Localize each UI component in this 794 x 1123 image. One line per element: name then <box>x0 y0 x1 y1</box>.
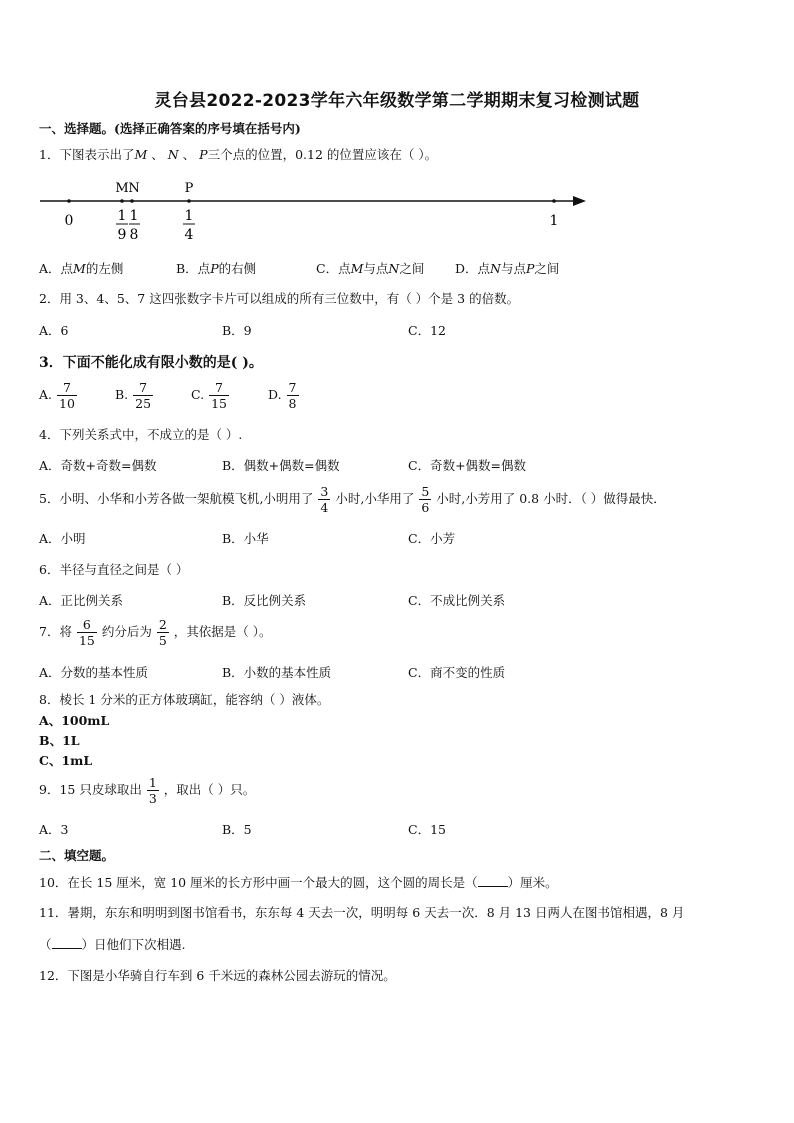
q7-option-a[interactable]: A．分数的基本性质 <box>39 665 149 680</box>
arrow-head-icon <box>573 196 586 206</box>
q1-var-p: P <box>199 147 208 162</box>
fraction <box>209 380 229 411</box>
frac-1-8-num: 1 <box>129 208 139 224</box>
q3-option-c[interactable] <box>191 380 230 411</box>
q5-option-c[interactable]: C．小芳 <box>408 531 456 546</box>
frac-num: 2 <box>158 617 167 632</box>
question-6: 6．半径与直径之间是（ ） <box>39 562 189 577</box>
fraction <box>419 484 431 515</box>
q5-text-pre: 5．小明、小华和小芳各做一架航模飞机,小明用了 <box>39 491 314 506</box>
label-zero: 0 <box>64 213 74 229</box>
q10-text-pre: 10．在长 15 厘米，宽 10 厘米的长方形中画一个最大的圆，这个圆的周长是（ <box>39 875 478 890</box>
fraction <box>318 484 330 515</box>
q1-var-n: N <box>167 147 179 162</box>
option-text: 的左侧 <box>85 261 124 276</box>
q1-var-m: M <box>134 147 148 162</box>
q6-option-c[interactable]: C．不成比例关系 <box>408 593 506 608</box>
q9-option-c[interactable]: C．15 <box>408 822 446 837</box>
fraction <box>287 380 299 411</box>
q1-text-pre: 1．下图表示出了 <box>39 147 135 162</box>
question-11-line1: 11．暑期，东东和明明到图书馆看书，东东每 4 天去一次，明明每 6 天去一次．8 月 13 日两人在图书馆相遇，8 月 <box>39 905 685 920</box>
number-line-figure <box>30 172 600 250</box>
frac-den: 15 <box>78 633 95 648</box>
frac-num: 7 <box>288 380 297 395</box>
option-text: B．点 <box>176 261 211 276</box>
q8-option-a[interactable]: A、100mL <box>39 713 110 728</box>
fraction <box>147 775 159 806</box>
q4-option-a[interactable]: A．奇数+奇数=偶数 <box>39 458 157 473</box>
frac-1-8-den: 8 <box>129 227 139 243</box>
frac-den: 6 <box>421 500 430 515</box>
q7-text-pre: 7．将 <box>39 624 72 639</box>
fraction <box>157 617 169 648</box>
q1-option-c[interactable] <box>316 261 424 277</box>
option-text: 与点 <box>363 261 389 276</box>
section-heading-fill: 二、填空题。 <box>39 848 115 863</box>
frac-den: 4 <box>320 500 329 515</box>
frac-den: 10 <box>59 396 75 411</box>
fraction <box>77 617 97 648</box>
question-2: 2．用 3、4、5、7 这四张数字卡片可以组成的所有三位数中，有（ ）个是 3 的倍数。 <box>39 291 520 306</box>
question-3: 3．下面不能化成有限小数的是( )。 <box>39 355 263 371</box>
option-label: C. <box>191 387 205 402</box>
q9-option-b[interactable]: B．5 <box>222 822 252 837</box>
q6-option-a[interactable]: A．正比例关系 <box>39 593 124 608</box>
frac-num: 6 <box>77 617 97 633</box>
question-8: 8．棱长 1 分米的正方体玻璃缸，能容纳（ ）液体。 <box>39 692 330 707</box>
q6-option-b[interactable]: B．反比例关系 <box>222 593 307 608</box>
q7-option-c[interactable]: C．商不变的性质 <box>408 665 506 680</box>
frac-1-9-den: 9 <box>117 227 127 243</box>
option-label: D. <box>268 387 282 402</box>
q1-text-post: 三个点的位置，0.12 的位置应该在（ ）。 <box>207 147 438 162</box>
q4-option-c[interactable]: C．奇数+偶数=偶数 <box>408 458 527 473</box>
option-text: 之间 <box>399 261 425 276</box>
q5-option-b[interactable]: B．小华 <box>222 531 269 546</box>
question-1 <box>39 147 437 163</box>
q1-option-d[interactable] <box>455 261 559 277</box>
q5-text-post: 小时,小芳用了 0.8 小时．（ ）做得最快． <box>436 491 666 506</box>
page-title: 灵台县2022-2023学年六年级数学第二学期期末复习检测试题 <box>154 91 640 111</box>
option-text: A．点 <box>39 261 74 276</box>
point-p <box>187 199 191 203</box>
q2-option-b[interactable]: B．9 <box>222 323 252 338</box>
frac-1-4-num: 1 <box>184 208 194 224</box>
question-7 <box>39 617 272 648</box>
label-p: P <box>184 181 194 196</box>
q8-option-c[interactable]: C、1mL <box>39 753 93 768</box>
question-12: 12．下图是小华骑自行车到 6 千米远的森林公园去游玩的情况。 <box>39 968 396 983</box>
q3-option-d[interactable] <box>268 380 300 411</box>
point-one <box>552 199 556 203</box>
q1-option-a[interactable] <box>39 261 123 277</box>
q7-text-post: ，其依据是（ ）。 <box>173 624 272 639</box>
frac-num: 3 <box>320 484 329 499</box>
question-11-line2 <box>39 936 186 953</box>
q1-sep: 、 <box>178 147 196 162</box>
q1-sep: 、 <box>147 147 164 162</box>
option-label: B. <box>115 387 129 402</box>
q2-option-c[interactable]: C．12 <box>408 323 446 338</box>
q2-option-a[interactable]: A．6 <box>39 323 69 338</box>
option-text: 与点 <box>500 261 526 276</box>
option-var: M <box>73 261 86 276</box>
q10-text-post: ）厘米。 <box>507 875 558 890</box>
frac-num: 5 <box>421 484 430 499</box>
option-var: N <box>490 261 501 276</box>
option-text: 的右侧 <box>218 261 257 276</box>
q5-option-a[interactable]: A．小明 <box>39 531 86 546</box>
fraction <box>133 380 153 411</box>
q3-option-a[interactable] <box>39 380 78 411</box>
frac-den: 3 <box>148 791 157 806</box>
q11-text-pre: （ <box>39 937 52 952</box>
answer-blank[interactable] <box>52 936 82 949</box>
fraction <box>57 380 77 411</box>
frac-den: 8 <box>288 396 297 411</box>
point-n <box>130 199 134 203</box>
frac-num: 7 <box>133 380 153 396</box>
frac-num: 7 <box>209 380 229 396</box>
q8-option-b[interactable]: B、1L <box>39 733 80 748</box>
frac-den: 25 <box>135 396 152 411</box>
q3-option-b[interactable] <box>115 380 154 411</box>
section-heading-choice: 一、选择题。(选择正确答案的序号填在括号内) <box>39 121 301 136</box>
frac-1-9-num: 1 <box>117 208 127 224</box>
option-var: P <box>525 261 535 276</box>
q1-option-b[interactable] <box>176 261 256 277</box>
frac-num: 1 <box>148 775 157 790</box>
q7-option-b[interactable]: B．小数的基本性质 <box>222 665 332 680</box>
q11-text-post: ）日他们下次相遇. <box>81 937 186 952</box>
question-4: 4．下列关系式中，不成立的是（ ）. <box>39 427 243 442</box>
answer-blank[interactable] <box>478 874 508 887</box>
question-9 <box>39 775 255 806</box>
q9-option-a[interactable]: A．3 <box>39 822 69 837</box>
option-var: N <box>388 261 400 276</box>
point-m <box>120 199 124 203</box>
option-text: 之间 <box>534 261 560 276</box>
option-var: P <box>210 261 219 276</box>
option-text: D．点 <box>455 261 491 276</box>
label-one: 1 <box>549 213 559 229</box>
option-text: C．点 <box>316 261 351 276</box>
question-10 <box>39 874 558 891</box>
q5-text-mid: 小时,小华用了 <box>335 491 415 506</box>
question-5 <box>39 484 666 515</box>
frac-den: 15 <box>211 396 227 411</box>
option-label: A. <box>39 387 53 402</box>
label-n: N <box>128 181 140 196</box>
q9-text-pre: 9．15 只皮球取出 <box>39 782 142 797</box>
frac-den: 5 <box>158 633 167 648</box>
frac-num: 7 <box>57 380 77 396</box>
frac-1-4-den: 4 <box>184 227 194 243</box>
label-m: M <box>115 181 129 196</box>
point-zero <box>67 199 71 203</box>
q7-text-mid: 约分后为 <box>101 624 152 639</box>
q4-option-b[interactable]: B．偶数+偶数=偶数 <box>222 458 340 473</box>
option-var: M <box>350 261 364 276</box>
q9-text-post: ，取出（ ）只。 <box>163 782 256 797</box>
